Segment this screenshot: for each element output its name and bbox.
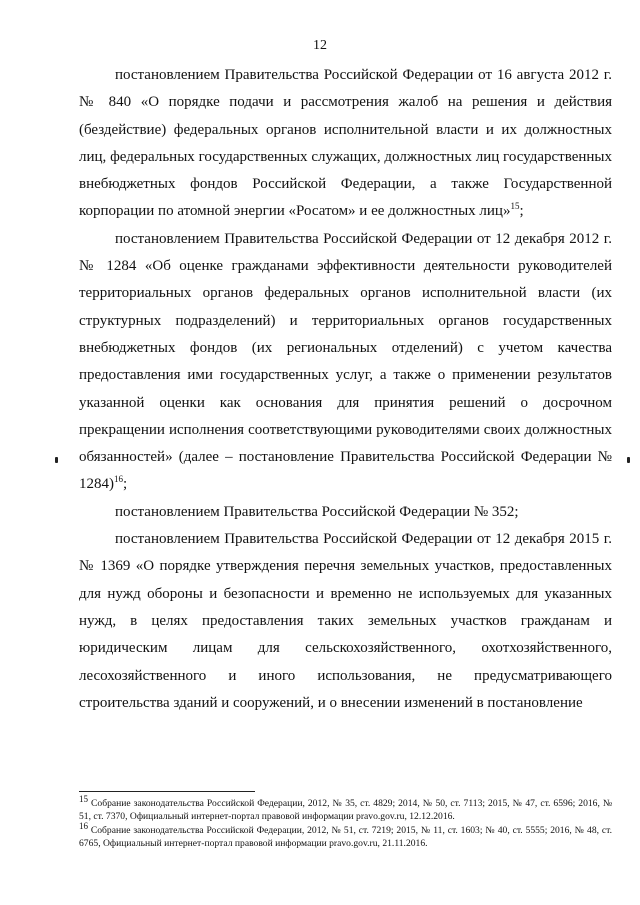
footnote-separator	[79, 791, 255, 792]
footnote-marker: 15	[79, 793, 88, 804]
paragraph-1-tail: ;	[519, 203, 524, 220]
footnote-text: Собрание законодательства Российской Федерации, 2012, № 51, ст. 7219; 2015, № 11, ст. 1603; № 40, ст. 5555; 2016, № 48, ст. 6765, Официальный интернет-портал правовой информации pravo.gov.ru, 21.11.2016.	[79, 825, 612, 849]
page-number: 12	[313, 38, 327, 53]
footnote-text: Собрание законодательства Российской Федерации, 2012, № 35, ст. 4829; 2014, № 50, ст. 7113; 2015, № 47, ст. 6596; 2016, № 51, ст. 7370, Официальный интернет-портал правовой информации pravo.gov.ru, 12.12.2016.	[79, 798, 613, 822]
scan-speck-left	[55, 457, 58, 463]
paragraph-4	[79, 526, 612, 717]
footnote-marker: 16	[79, 820, 88, 831]
footnote-15	[79, 793, 613, 823]
body-text	[79, 62, 612, 717]
paragraph-4-text: постановлением Правительства Российской Федерации от 12 декабря 2015 г. № 1369 «О порядке утверждения перечня земельных участков, предоставленных для нужд обороны и безопасности и временно не используемых для указанных нужд, в целях предоставления таких земельных участков гражданам и юридическим лицам для сельскохозяйственного, охотхозяйственного, лесохозяйственного и иного использования, не предусматривающего строительства зданий и сооружений, и о внесении изменений в постановление	[79, 531, 612, 711]
paragraph-3-text: постановлением Правительства Российской Федерации № 352;	[115, 503, 519, 520]
footnotes	[79, 793, 613, 851]
paragraph-2	[79, 226, 612, 499]
paragraph-3	[79, 499, 612, 526]
paragraph-2-tail: ;	[123, 476, 128, 493]
paragraph-2-text: постановлением Правительства Российской Федерации от 12 декабря 2012 г. № 1284 «Об оценке гражданами эффективности деятельности руководителей территориальных органов федеральных органов исполнительной власти (их структурных подразделений) и территориальных органов государственных внебюджетных фондов (их региональных отделений) с учетом качества предоставления ими государственных услуг, а также о применении результатов указанной оценки как основания для принятия решений о досрочном прекращении исполнения соответствующими руководителями своих должностных обязанностей» (далее – постановление Правительства Российской Федерации № 1284)	[79, 230, 612, 493]
paragraph-1-text: постановлением Правительства Российской Федерации от 16 августа 2012 г. № 840 «О порядке подачи и рассмотрения жалоб на решения и действия (бездействие) федеральных органов исполнительной власти и их должностных лиц, федеральных государственных служащих, должностных лиц государственных внебюджетных фондов Российской Федерации, а также Государственной корпорации по атомной энергии «Росатом» и ее должностных лиц»	[79, 67, 612, 220]
paragraph-1	[79, 62, 612, 226]
footnote-ref-15[interactable]: 15	[510, 201, 520, 212]
footnote-16	[79, 820, 612, 850]
footnote-ref-16[interactable]: 16	[114, 474, 123, 485]
scan-speck-right	[627, 457, 630, 463]
